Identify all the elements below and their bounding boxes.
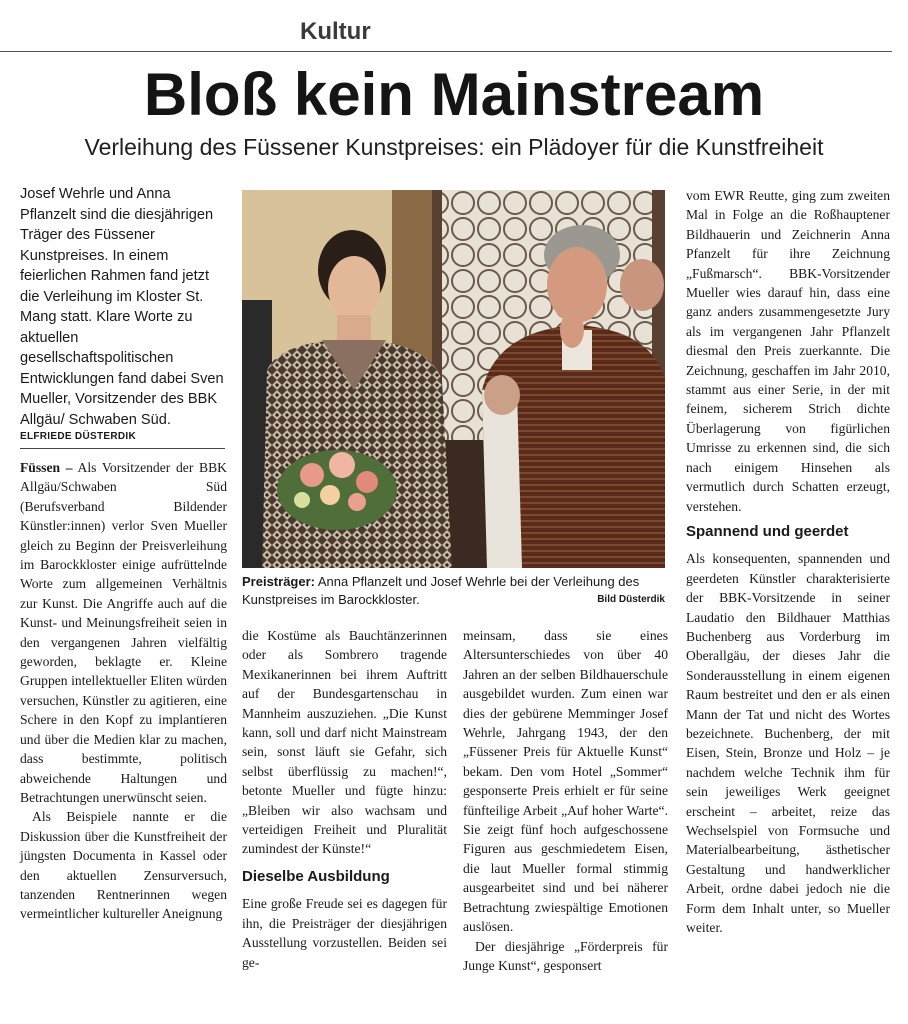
photo-caption (242, 573, 665, 609)
byline-rule (20, 448, 225, 449)
section-label: Kultur (300, 18, 371, 45)
caption-text: Anna Pflanzelt und Josef Wehrle bei der Verleihung des Kunstpreises im Barockkloster. (242, 574, 640, 607)
award-photo (242, 190, 665, 568)
paragraph: die Kostüme als Bauchtänzerinnen oder als Sombrero tragende Mexikanerinnen bei ihrem Auftritt auf der Bundesgartenschau in Mannheim auszuziehen. „Die Kunst kann, soll und darf nicht Mainstream sein, sonst läuft sie Gefahr, sich selbst überflüssig zu machen!“, betonte Mueller und fügte hinzu: „Bleiben wir also wachsam und verteidigen Freiheit und Pluralität zumindest der Künste!“ (242, 628, 447, 857)
column-2 (242, 626, 447, 972)
paragraph: Der diesjährige „Förderpreis für Junge Kunst“, gesponsert (463, 938, 668, 973)
caption-label: Preisträger: (242, 574, 315, 589)
subheading: Dieselbe Ausbildung (242, 867, 390, 885)
paragraph: meinsam, dass sie eines Altersunterschiedes von über 40 Jahren an der selben Bildhauerschule ausgebildet wurden. Zum einen war dies der gebürene Memminger Josef Wehrle, Jahrgang 1943, der den „Füssener Preis für Aktuelle Kunst“ bekam. Den vom Hotel „Sommer“ gesponserte Preis erhielt er für seine fünfteilige Arbeit „Auf hoher Warte“. Sie zeigt fünf hoch aufgeschossene Figuren aus geschmiedetem Eisen, die laut Mueller formal stimmig ausgearbeitet sind und bei näherer Betrachtung zwiespältige Emotionen auslösen. (463, 628, 668, 935)
paragraph: vom EWR Reutte, ging zum zweiten Mal in Folge an die Roßhauptener Bildhauerin und Zeichnerin Anna Pfanzelt für ihre Zeichnung „Fußmarsch“. BBK-Vorsitzender Mueller wies darauf hin, dass eine ganz anders zusammengesetzte Jury als im vergangenen Jahr Pflanzelt diesmal den Preis zuerkannte. Die Zeichnung, geschaffen im Jahr 2010, stammt aus einer Serie, in der mit feinem, sicherem Strich dichte Überlagerung von figürlichen Umrisse zu erkennen sind, die sich nach einigem Hinsehen als vermutlich durch Schatten erzeugt, verstehen. (686, 188, 890, 514)
intro-text (20, 184, 225, 430)
column-1 (20, 458, 227, 924)
column-4 (686, 186, 890, 937)
paragraph: Als Beispiele nannte er die Diskussion über die Kunstfreiheit der jüngsten Documenta in Kassel oder den aktuellen Zensurversuch, tanzenden Rentnerinnen wegen vermeintlicher kultureller Aneignung (20, 809, 227, 922)
subheadline: Verleihung des Füssener Kunstpreises: ein Plädoyer für die Kunstfreiheit (84, 134, 824, 160)
paragraph (20, 458, 227, 807)
byline: ELFRIEDE DÜSTERDIK (20, 431, 136, 442)
subheading: Spannend und geerdet (686, 522, 849, 540)
paragraph-text: Als Vorsitzender der BBK Allgäu/Schwaben Süd (Berufsverband Bildender Künstler:innen) verlor Sven Mueller gleich zu Beginn der Preisverleihung im Barockkloster einige aufrüttelnde Worte zum allgemeinen Verhältnis zur Kunst. Die Angriffe auch auf die Kunst- und Meinungsfreiheit seien in den vergangenen Jahren vielfältig geworden, beklagte er. Kleine Gruppen intellektueller Eliten würden versuchen, Künstler zu agitieren, eine Schere in den Kopf zu implantieren und über die Medien klar zu machen, dass bestimmte, politisch abweichende Haltungen und Betrachtungen unerwünscht seien. (20, 460, 227, 805)
dateline: Füssen – (20, 460, 73, 475)
intro-paragraph: Josef Wehrle und Anna Pflanzelt sind die diesjährigen Träger des Füssener Kunstpreises. In einem feierlichen Rahmen fand jetzt die Verleihung im Kloster St. Mang statt. Klare Worte zu aktuellen gesellschaftspolitischen Entwicklungen fand dabei Sven Mueller, Vorsitzender des BBK Allgäu/ Schwaben Süd. (20, 186, 224, 428)
photo-credit: Bild Düsterdik (597, 594, 665, 605)
section-rule (0, 51, 892, 52)
paragraph: Eine große Freude sei es dagegen für ihn, die Preisträger der diesjährigen Ausstellung vorzustellen. Beiden sei ge- (242, 896, 447, 970)
photo-image (242, 190, 665, 568)
headline: Bloß kein Mainstream (143, 61, 765, 128)
column-3 (463, 626, 668, 975)
paragraph: Als konsequenten, spannenden und geerdeten Künstler charakterisierte der BBK-Vorsitzende in seiner Laudatio den Bildhauer Matthias Buchenberg aus Vorderburg im Oberallgäu, der dieses Jahr die Sonderausstellung in einem eigenen Raum bestreitet und den er als einen Mann der Tat und nicht des Wortes bezeichnete. Buchenberg, der mit Eisen, Stein, Bronze und Holz – je nachdem welche Technik ihm für sein jeweiliges Werk geeignet erscheint – arbeitet, reize das Wechselspiel von Formsuche und Materialbearbeitung, ästhetischer Gestaltung und handwerklicher Arbeit, ordne dabei jedoch nie die Form dem Inhalt unter, so Mueller weiter. (686, 551, 890, 936)
